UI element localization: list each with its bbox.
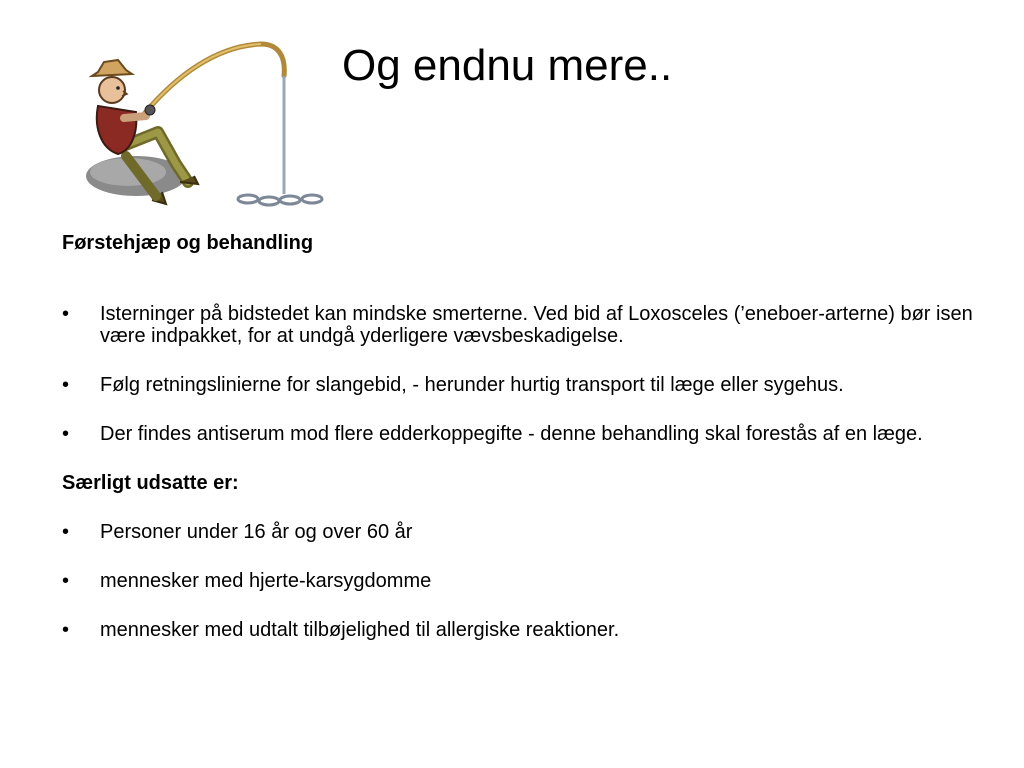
list-item-text: mennesker med hjerte-karsygdomme xyxy=(100,570,432,592)
list-item xyxy=(62,423,992,445)
list-item xyxy=(62,619,992,641)
list-item-text: Følg retningslinierne for slangebid, - herunder hurtig transport til læge eller sygehus. xyxy=(100,374,844,396)
list-item-text: Der findes antiserum mod flere edderkoppegifte - denne behandling skal forestås af en læge. xyxy=(100,423,923,445)
slide-content xyxy=(62,232,992,668)
fisherman-icon xyxy=(66,36,336,212)
list-item xyxy=(62,521,992,543)
list-item xyxy=(62,303,992,347)
section-heading-first-aid: Førstehjæp og behandling xyxy=(62,232,314,254)
section-heading-risk-groups: Særligt udsatte er: xyxy=(62,472,239,494)
bullet-icon: • xyxy=(62,521,70,543)
bullet-icon: • xyxy=(62,619,70,641)
bullet-icon: • xyxy=(62,303,70,325)
list-item-text: Personer under 16 år og over 60 år xyxy=(100,521,413,543)
list-item-text: Isterninger på bidstedet kan mindske smerterne. Ved bid af Loxosceles (’eneboer-arterne) bør isen være indpakket, for at undgå yderligere vævsbeskadigelse. xyxy=(100,303,973,347)
list-item xyxy=(62,570,992,592)
first-aid-list xyxy=(62,303,992,445)
bullet-icon: • xyxy=(62,374,70,396)
bullet-icon: • xyxy=(62,423,70,445)
risk-groups-list xyxy=(62,521,992,641)
list-item-text: mennesker med udtalt tilbøjelighed til allergiske reaktioner. xyxy=(100,619,620,641)
page-title: Og endnu mere.. xyxy=(342,41,673,90)
bullet-icon: • xyxy=(62,570,70,592)
list-item xyxy=(62,374,992,396)
